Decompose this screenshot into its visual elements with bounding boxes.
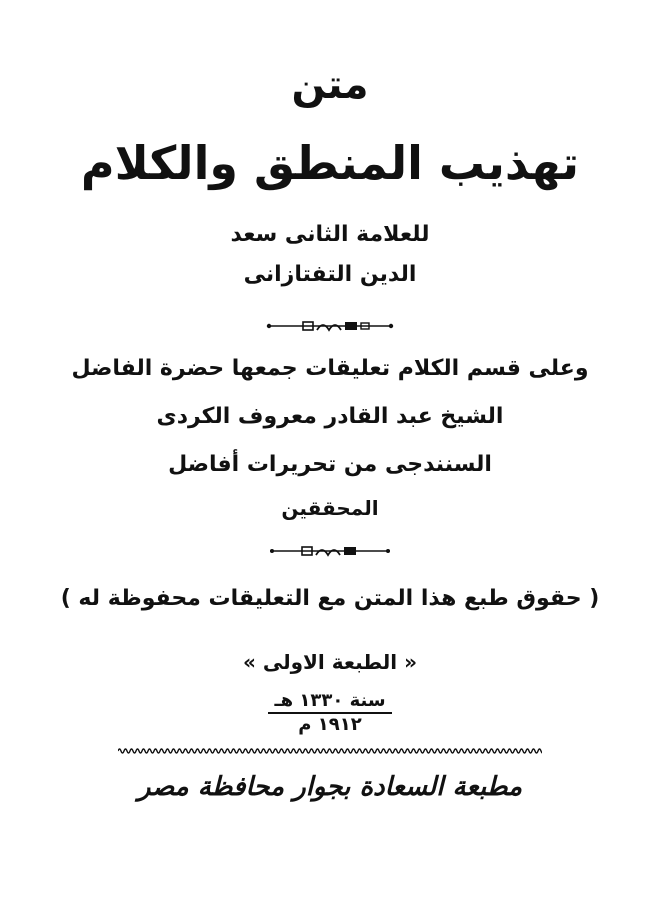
- edition-label: « الطبعة الاولى »: [242, 650, 418, 674]
- rights-notice: ( حقوق طبع هذا المتن مع التعليقات محفوظة له ): [60, 586, 600, 611]
- ornament-divider-1: [0, 318, 660, 338]
- wavy-rule: [118, 741, 542, 760]
- date-gregorian: ١٩١٢ م: [298, 714, 362, 735]
- ornament-divider-2: [0, 543, 660, 563]
- commentary-line-1: وعلى قسم الكلام تعليقات جمعها حضرة الفاضل: [71, 356, 589, 381]
- author-line-1: للعلامة الثانى سعد: [230, 222, 430, 247]
- press-imprint: مطبعة السعادة بجوار محافظة مصر: [137, 772, 523, 802]
- title-line-1: متن: [291, 62, 369, 108]
- book-title: تهذيب المنطق والكلام: [80, 136, 580, 190]
- publication-date: [0, 690, 660, 736]
- commentary-line-4: المحققين: [281, 496, 379, 520]
- commentary-line-2: الشيخ عبد القادر معروف الكردى: [156, 404, 504, 429]
- date-hijri: سنة ١٣٣٠ هـ: [268, 690, 391, 714]
- author-line-2: الدين التفتازانى: [243, 262, 417, 287]
- commentary-line-3: السنندجى من تحريرات أفاضل: [168, 452, 492, 477]
